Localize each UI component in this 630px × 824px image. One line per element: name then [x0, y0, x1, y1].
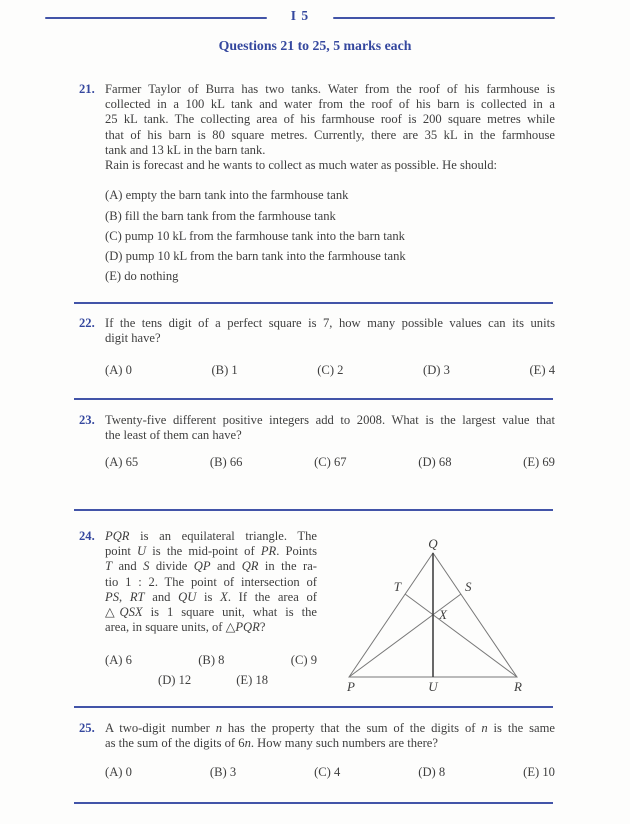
- question-25-text-line: A two-digit number n has the property that the sum of the digits of n is the same: [105, 721, 555, 735]
- question-24-text-line: point U is the mid-point of PR. Points: [105, 544, 317, 559]
- option-e: (E) 4: [529, 363, 555, 378]
- point-label-u: U: [428, 679, 438, 694]
- section-divider: [74, 302, 553, 304]
- question-25-number: 25.: [79, 721, 95, 735]
- question-23: [79, 413, 555, 471]
- question-25: [79, 721, 555, 781]
- question-21-text-line: 25 kL tank. The collecting area of his farmhouse roof is 200 square metres while: [105, 112, 555, 127]
- question-24-text-line: △QSX is 1 square unit, what is the: [105, 605, 317, 620]
- option-b: (B) 8: [198, 653, 225, 668]
- question-21-text-line: collected in a 100 kL tank and water from the roof of his barn is collected in a: [105, 97, 555, 112]
- option-d: (D) 68: [418, 455, 452, 470]
- option-d: (D) 3: [423, 363, 450, 378]
- section-divider: [74, 398, 553, 400]
- question-21-options: [105, 185, 555, 286]
- question-22-text-line: digit have?: [105, 331, 161, 346]
- question-24-number: 24.: [79, 529, 95, 543]
- question-23-text-line: Twenty-five different positive integers add to 2008. What is the largest value that: [105, 413, 555, 427]
- option-a: (A) 0: [105, 363, 132, 378]
- section-divider: [74, 706, 553, 708]
- vertex-label-r: R: [514, 679, 522, 694]
- point-label-x: X: [439, 607, 447, 622]
- cevian-rt: [405, 594, 517, 677]
- section-title: Questions 21 to 25, 5 marks each: [218, 38, 412, 53]
- header-rule-right: [333, 17, 555, 19]
- question-22: [79, 316, 555, 379]
- point-label-s: S: [465, 579, 472, 594]
- option-b: (B) 1: [211, 363, 238, 378]
- question-24-options-row-2: [105, 670, 317, 690]
- page-label: I 5: [290, 8, 310, 23]
- vertex-label-q: Q: [428, 536, 438, 551]
- question-21-text-line: Farmer Taylor of Burra has two tanks. Water from the roof of his farmhouse is: [105, 82, 555, 96]
- question-25-text-line: as the sum of the digits of 6n. How many such numbers are there?: [105, 736, 438, 751]
- header-rule-left: [45, 17, 267, 19]
- question-22-options: [105, 363, 555, 378]
- question-24: [79, 529, 317, 690]
- option-a: (A) empty the barn tank into the farmhouse tank: [105, 188, 349, 203]
- option-e: (E) 10: [523, 765, 555, 780]
- question-24-text-line: PQR is an equilateral triangle. The: [105, 529, 317, 543]
- option-b: (B) fill the barn tank from the farmhouse tank: [105, 208, 336, 223]
- question-24-text-line: T and S divide QP and QR in the ra-: [105, 559, 317, 574]
- question-23-text-line: the least of them can have?: [105, 428, 242, 443]
- option-d: (D) 12: [158, 673, 192, 688]
- triangle-diagram: [340, 535, 530, 695]
- question-24-options-row-1: [105, 650, 317, 670]
- question-21-text-line: tank and 13 kL in the barn tank.: [105, 142, 266, 157]
- question-24-text-line: area, in square units, of △PQR?: [105, 620, 266, 635]
- option-d: (D) pump 10 kL from the barn tank into the farmhouse tank: [105, 249, 406, 264]
- option-b: (B) 3: [209, 765, 237, 780]
- question-24-text-line: tio 1 : 2. The point of intersection of: [105, 574, 317, 589]
- question-22-number: 22.: [79, 316, 95, 330]
- question-21: [79, 82, 555, 287]
- option-b: (B) 66: [209, 455, 243, 470]
- question-21-text-line: that of his barn is 80 square metres. Currently, there are 35 kL in the farmhouse: [105, 127, 555, 142]
- option-a: (A) 65: [105, 455, 139, 470]
- option-e: (E) do nothing: [105, 269, 179, 284]
- option-d: (D) 8: [418, 765, 446, 780]
- question-25-options: [105, 765, 555, 780]
- question-21-text-line: Rain is forecast and he wants to collect as much water as possible. He should:: [105, 158, 498, 173]
- option-c: (C) 2: [317, 363, 344, 378]
- vertex-label-p: P: [347, 679, 355, 694]
- option-e: (E) 18: [236, 673, 269, 688]
- option-c: (C) 67: [314, 455, 347, 470]
- question-22-text-line: If the tens digit of a perfect square is 7, how many possible values can its units: [105, 316, 555, 330]
- question-24-text-line: PS, RT and QU is X. If the area of: [105, 589, 317, 604]
- option-c: (C) 9: [290, 653, 317, 668]
- option-c: (C) 4: [314, 765, 341, 780]
- question-21-number: 21.: [79, 82, 95, 96]
- question-23-number: 23.: [79, 413, 95, 427]
- question-23-options: [105, 455, 555, 470]
- option-a: (A) 0: [105, 765, 132, 780]
- section-divider: [74, 509, 553, 511]
- point-label-t: T: [393, 579, 401, 594]
- option-e: (E) 69: [523, 455, 555, 470]
- page-bottom-rule: [74, 802, 553, 804]
- option-a: (A) 6: [105, 653, 132, 668]
- option-c: (C) pump 10 kL from the farmhouse tank into the barn tank: [105, 228, 405, 243]
